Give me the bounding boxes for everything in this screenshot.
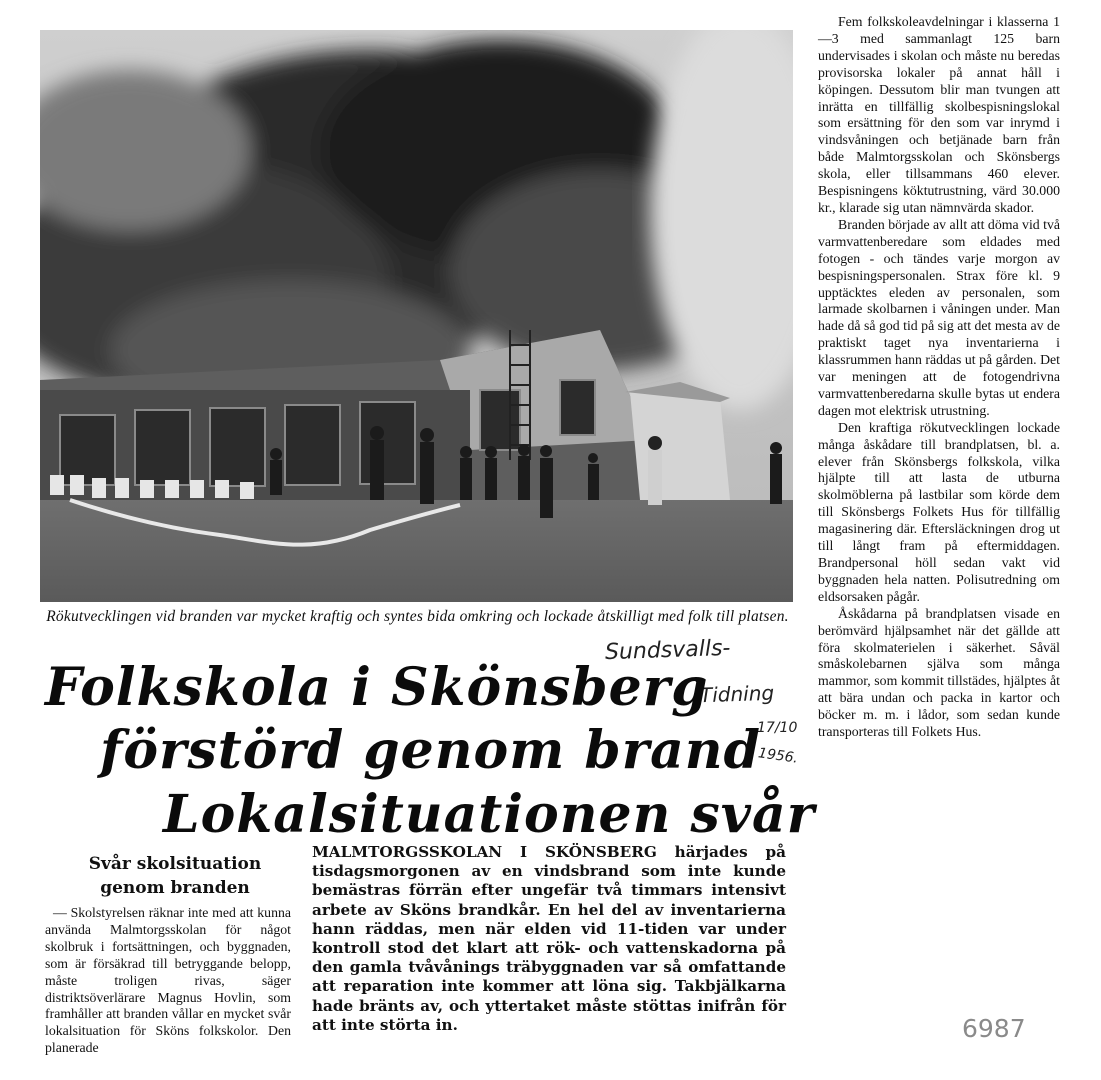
handwritten-paper-name-2: Tidning [699, 680, 775, 708]
handwritten-date-year: 1956. [757, 745, 800, 767]
headline-line-1: Folkskola i Skönsberg [45, 657, 709, 718]
news-photo-fire [40, 30, 793, 602]
photo-illustration [40, 30, 793, 602]
handwritten-paper-name: Sundsvalls- [604, 635, 731, 666]
left-column-text: — Skolstyrelsen räknar inte med att kunna använda Malmtorgsskolan för något skolbruk i fortsättningen, och byggnaden, som är försäkrad till betryggande belopp, måste troligen rivas, säger distriktsöverlärare Magnus Hovlin, som framhåller att branden vållar en mycket svår lokalsituation för Sköns folkskolor. Den planerade [45, 905, 291, 1056]
right-column [818, 14, 1060, 741]
right-paragraph-1: Fem folkskoleavdelningar i klasserna 1—3 med sammanlagt 125 barn undervisades i skolan och måste nu beredas provisorska lokaler på annat håll i köpingen. Dessutom blir man tvungen att inrätta en tillfällig skolbespisningslokal som ersättning för den som var inrymd i vindsvåningen och betjänade barn från både Malmtorgsskolan och Skönsbergs skola, eller tillsammans 460 elever. Bespisningens köktutrustning, värd 30.000 kr., klarade sig utan nämnvärda skador. [818, 14, 1060, 215]
headline-line-3: Lokalsituationen svår [163, 784, 816, 845]
handwritten-date-day: 17/10 [757, 720, 798, 736]
left-column-body [45, 905, 291, 1057]
headline-line-2: förstörd genom brand [100, 720, 761, 781]
right-paragraph-3: Den kraftiga rökutvecklingen lockade många åskådare till brandplatsen, bl. a. elever från Skönsbergs folkskola, vilka hjälpte till att lasta de utburna skolmöblerna på lastbilar som körde dem till Skönsbergs Folkets Hus för tillfällig magasinering där. Eftersläckningen drog ut till långt fram på eftermiddagen. Brandpersonal höll sedan vakt vid byggnaden hela natten. Polisutredning om eldsorsaken pågår. [818, 419, 1060, 604]
right-paragraph-2: Branden började av allt att döma vid två varmvattenberedare som eldades med fotogen - och tändes varje morgon av bespisningspersonalen. Strax före kl. 9 upptäcktes eleden av personalen, som larmade skolbarnen i våningen under. Man hade då så god tid på sig att det mesta av de praktiskt taget nya inventarierna i klassrummen hann räddas ut på gården. Det var meningen att de fotogendrivna varmvattenberedarna skulle bytas ut endera dagen mot elektrisk utrustning. [818, 216, 1060, 418]
lead-paragraph [312, 843, 786, 1035]
right-paragraph-4: Åskådarna på brandplatsen visade en berömvärd hjälpsamhet när det gällde att föra skolmaterielen i säkerhet. Såväl småskolebarnen själva som många mammor, som kommit tillstädes, hjälptes åt att bära undan och packa in kartor och böcker m. m. i lådor, som sedan kunde transporteras till Folkets Hus. [818, 605, 1060, 740]
photo-caption: Rökutvecklingen vid branden var mycket kraftig och syntes bida omkring och lockade åtskilligt med folk till platsen. [46, 608, 789, 625]
archive-number: 6987 [962, 1014, 1026, 1043]
left-subhead [45, 852, 305, 900]
lead-caps: MALMTORGSSKOLAN I SKÖNSBERG [312, 843, 657, 861]
lead-text: härjades på tisdagsmorgonen av en vindsbrand som inte kunde bemästras förrän efter ungefär två timmars intensivt arbete av Sköns brandkår. En hel del av inventarierna hann räddas, men när elden vid 11-tiden var under kontroll stod det klart att rök- och vattenskadorna på den gamla tvåvånings träbyggnaden var så omfattande att reparation inte kommer att löna sig. Takbjälkarna hade bränts av, och yttertaket måste stöttas inifrån för att inte störta in. [312, 843, 787, 1034]
left-subhead-line-2: genom branden [100, 878, 250, 898]
left-subhead-line-1: Svår skolsituation [88, 854, 262, 874]
